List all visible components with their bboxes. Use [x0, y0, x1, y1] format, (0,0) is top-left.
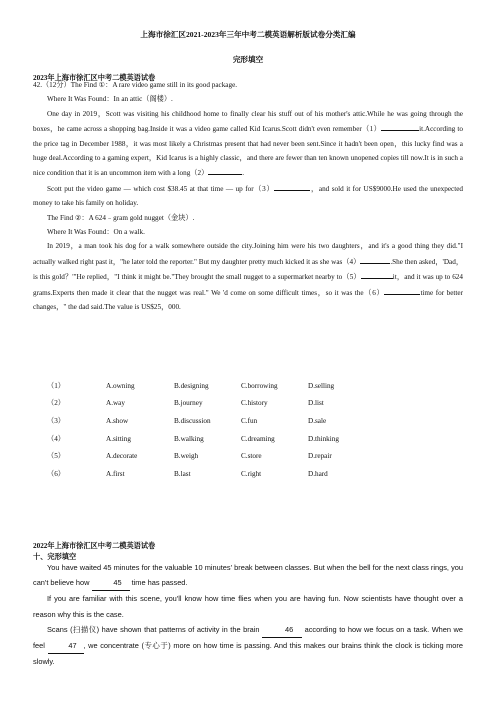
option-d[interactable]: D.hard	[308, 469, 328, 478]
blank-3[interactable]	[274, 181, 310, 191]
option-c[interactable]: C.right	[241, 469, 262, 478]
blank-6[interactable]	[384, 285, 420, 295]
options-row	[47, 395, 368, 413]
blank-2[interactable]	[208, 165, 245, 178]
section-2022-body	[33, 560, 463, 669]
passage-2-s1-a: You have waited 45 minutes for the valuable 10 minutes' break between classes. But when the bell for the next class rings, you can't believe how	[33, 563, 463, 588]
option-b[interactable]: B.discussion	[174, 416, 211, 425]
options-row	[47, 465, 368, 483]
where-found-2: Where It Was Found：On a walk.	[47, 228, 145, 237]
option-number: （5）	[47, 452, 65, 461]
section-2023-body	[33, 78, 463, 315]
passage-2-s1-b: time has passed.	[131, 578, 188, 588]
option-number: （1）	[47, 381, 65, 390]
option-d[interactable]: D.sale	[308, 416, 327, 425]
paragraph-2	[33, 181, 463, 211]
section-2022-heading: 2022年上海市徐汇区中考二模英语试卷	[33, 542, 156, 550]
option-number: （4）	[47, 434, 65, 443]
blank-1[interactable]	[381, 121, 419, 131]
option-a[interactable]: A.sitting	[106, 434, 131, 443]
option-c[interactable]: C.fun	[241, 416, 258, 425]
document-subtitle: 完形填空	[232, 55, 264, 64]
option-a[interactable]: A.first	[106, 469, 125, 478]
options-table	[47, 377, 368, 483]
passage-2-s3-b: according to how we focus on a task. When we feel	[33, 624, 463, 651]
option-b[interactable]: B.weigh	[174, 452, 199, 461]
paragraph-1-part-a: One day in 2019，Scott was visiting his childhood home to finally clear his stuff out of his mother's attic.While he was going through the boxes，he came across a shopping bag.Inside it was a video game called Kid Icarus.Scott didn't even remember（1）	[33, 109, 463, 134]
option-number: （2）	[47, 399, 65, 408]
passage-2-sentence-1	[33, 560, 463, 591]
option-c[interactable]: C.history	[241, 399, 268, 408]
find-2: The Find ②：A 624﹣gram gold nugget（金块）.	[47, 213, 195, 222]
option-b[interactable]: B.last	[174, 469, 191, 478]
paragraph-1	[33, 107, 463, 181]
paragraph-3-part-a: In 2019，a man took his dog for a walk somewhere outside the city.Joining him were his two daughters，and it's a good thing they did."I actually walked right past it，"he later told the reporter." But my daughter pretty much kicked it as she was（4）	[33, 242, 463, 266]
section-2023-heading: 2023年上海市徐汇区中考二模英语试卷	[33, 74, 156, 82]
options-row	[47, 430, 368, 448]
blank-5[interactable]	[361, 269, 393, 279]
option-c[interactable]: C.borrowing	[241, 381, 278, 390]
option-c[interactable]: C.dreaming	[241, 434, 275, 443]
document-title: 上海市徐汇区2021-2023年三年中考二模英语解析版试卷分类汇编	[140, 30, 356, 39]
option-c[interactable]: C.store	[241, 452, 262, 461]
paragraph-2-part-b: ，and sold it for US$9000.He used the unexpected money to take his family on holiday.	[33, 184, 464, 208]
answer-blank-46[interactable]: 46	[262, 622, 302, 638]
option-a[interactable]: A.show	[106, 416, 129, 425]
paragraph-1-part-b: it.According to the price tag in December 1988，it was most likely a Christmas present that had never been sent.Since it hadn't been open，this lucky find was a huge deal.According to a gaming expert，Kid Icarus is a highly classic，and there are fewer than ten known unopened copies till now.It is in such a nice condition that it is an uncommon item with a long（2）	[33, 125, 463, 178]
passage-2-s3-c: , we concentrate (专心于) more on how time is passing. And this makes our brains think the clock is ticking more slowly.	[33, 641, 463, 667]
answer-blank-47[interactable]: 47	[48, 638, 84, 654]
option-d[interactable]: D.thinking	[308, 434, 339, 443]
option-number: （6）	[47, 469, 65, 478]
question-intro: 42.（12分）The Find ①：A rare video game still in its good package.	[33, 81, 238, 89]
blank-4[interactable]	[360, 254, 390, 264]
option-b[interactable]: B.walking	[174, 434, 204, 443]
options-row	[47, 412, 368, 430]
paragraph-1-part-c: .	[242, 169, 245, 178]
where-found-1: Where It Was Found：In an attic（阁楼）.	[47, 95, 173, 104]
answer-blank-45[interactable]: 45	[92, 575, 130, 591]
option-a[interactable]: A.decorate	[106, 452, 138, 461]
option-d[interactable]: D.selling	[308, 381, 335, 390]
section-2022-part-label: 十、完形填空	[33, 553, 77, 561]
paragraph-3	[33, 239, 463, 314]
option-a[interactable]: A.way	[106, 399, 125, 408]
passage-2-sentence-3	[33, 622, 463, 670]
option-b[interactable]: B.designing	[174, 381, 209, 390]
option-d[interactable]: D.repair	[308, 452, 332, 461]
option-d[interactable]: D.list	[308, 399, 324, 408]
paragraph-3-part-d: time for better changes，" the dad said.The value is US$25，000.	[33, 288, 463, 312]
passage-2-sentence-2: If you are familiar with this scene, you'll know how time flies when you are having fun. Now scientists have thought over a reason why this is the case.	[33, 594, 463, 619]
passage-2-s3-a: Scans (扫描仪) have shown that patterns of activity in the brain	[47, 624, 260, 634]
option-b[interactable]: B.journey	[174, 399, 203, 408]
paragraph-2-part-a: Scott put the video game — which cost $38.45 at that time — up for（3）	[47, 184, 275, 193]
options-row	[47, 377, 368, 395]
paragraph-3-part-b: .She then asked，'Dad，is this gold？'"He replied，"I think it might be."They brought the small nugget to a supermarket nearby to（5）	[33, 257, 464, 282]
paragraph-3-part-c: it，and it was up to 624 grams.Experts then made it clear that the nugget was real." We 'd come on some difficult times，so it was the（6）	[33, 273, 463, 297]
option-a[interactable]: A.owning	[106, 381, 135, 390]
options-row	[47, 447, 368, 465]
option-number: （3）	[47, 416, 65, 425]
